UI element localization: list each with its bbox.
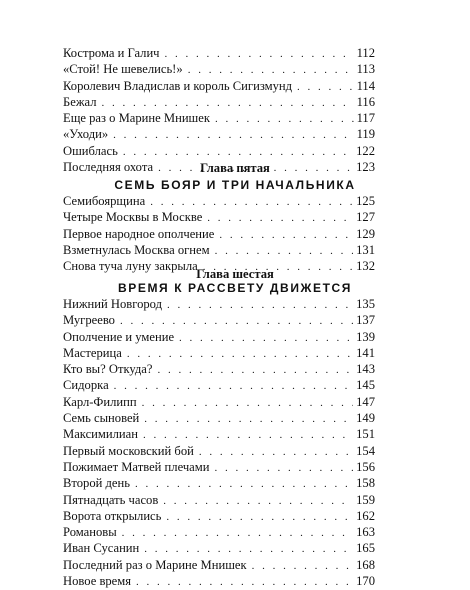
toc-entry-page: 125 <box>356 194 375 208</box>
toc-entry-title: Бежал <box>63 94 97 109</box>
leader-dots <box>150 194 353 210</box>
toc-section-3 <box>63 296 375 589</box>
leader-dots <box>142 395 353 411</box>
toc-entry <box>63 242 375 258</box>
chapter-label: Глава пятая <box>200 161 270 175</box>
toc-entry-title: Последняя охота <box>63 160 154 175</box>
toc-entry-page: 122 <box>356 143 375 158</box>
toc-entry-title: Семь сыновей <box>63 411 140 426</box>
toc-entry-title: Последний раз о Марине Мнишек <box>63 557 247 572</box>
toc-entry <box>63 329 375 345</box>
toc-entry <box>63 540 375 556</box>
leader-dots <box>157 362 353 378</box>
toc-entry <box>63 361 375 377</box>
toc-section-2 <box>63 193 375 274</box>
toc-entry <box>63 573 375 589</box>
toc-entry-page: 139 <box>356 329 375 344</box>
toc-entry-page: 112 <box>356 46 375 60</box>
leader-dots <box>214 460 353 476</box>
leader-dots <box>120 313 353 329</box>
toc-entry-page: 162 <box>356 508 375 523</box>
toc-entry <box>63 426 375 442</box>
toc-entry-title: «Стой! Не шевелись!» <box>63 62 183 77</box>
leader-dots <box>166 509 353 525</box>
leader-dots <box>179 330 353 346</box>
toc-entry-title: Пятнадцать часов <box>63 492 159 507</box>
toc-entry-title: Нижний Новгород <box>63 297 163 311</box>
leader-dots <box>123 144 353 160</box>
leader-dots <box>102 95 354 111</box>
leader-dots <box>219 227 353 243</box>
toc-entry-title: Первый московский бой <box>63 443 194 458</box>
toc-entry-title: Мастерица <box>63 345 122 360</box>
toc-entry-page: 137 <box>356 313 375 328</box>
toc-entry-title: Романовы <box>63 525 117 540</box>
leader-dots <box>167 297 353 313</box>
toc-entry-title: Новое время <box>63 574 132 589</box>
toc-entry-title: «Уходи» <box>63 127 109 142</box>
toc-entry-page: 168 <box>356 557 375 572</box>
toc-entry <box>63 345 375 361</box>
toc-entry-page: 147 <box>356 394 375 409</box>
toc-entry-title: Кто вы? Откуда? <box>63 362 153 377</box>
toc-entry-page: 145 <box>356 378 375 393</box>
toc-entry <box>63 296 375 312</box>
toc-entry-page: 154 <box>356 443 375 458</box>
toc-entry-title: Ополчение и умение <box>63 329 175 344</box>
toc-entry-title: Второй день <box>63 476 130 491</box>
toc-entry <box>63 443 375 459</box>
toc-entry <box>63 492 375 508</box>
toc-entry <box>63 193 375 209</box>
leader-dots <box>144 411 353 427</box>
toc-entry-title: Сидорка <box>63 378 109 393</box>
toc-entry <box>63 94 375 110</box>
toc-entry-title: Четыре Москвы в Москве <box>63 210 203 225</box>
toc-entry-page: 113 <box>356 62 375 77</box>
toc-entry-title: Семибоярщина <box>63 194 146 208</box>
leader-dots <box>165 46 354 62</box>
toc-entry <box>63 475 375 491</box>
toc-entry-title: Пожимает Матвей плечами <box>63 459 210 474</box>
leader-dots <box>136 574 353 590</box>
toc-entry-page: 163 <box>356 525 375 540</box>
toc-entry <box>63 226 375 242</box>
leader-dots <box>163 493 353 509</box>
leader-dots <box>114 378 353 394</box>
toc-entry-title: Ошиблась <box>63 143 118 158</box>
toc-entry <box>63 312 375 328</box>
toc-entry <box>63 110 375 126</box>
leader-dots <box>143 427 353 443</box>
toc-entry-page: 159 <box>356 492 375 507</box>
toc-entry-page: 127 <box>356 210 375 225</box>
toc-entry <box>63 524 375 540</box>
leader-dots <box>252 558 353 574</box>
toc-entry-title: Мугреево <box>63 313 115 328</box>
toc-entry-page: 149 <box>356 411 375 426</box>
leader-dots <box>127 346 353 362</box>
toc-section-1 <box>63 45 375 175</box>
leader-dots <box>135 476 353 492</box>
toc-entry-page: 119 <box>356 127 375 142</box>
toc-entry-page: 151 <box>356 427 375 442</box>
toc-entry <box>63 143 375 159</box>
toc-entry <box>63 45 375 61</box>
leader-dots <box>297 79 354 95</box>
toc-entry-title: Королевич Владислав и король Сигизмунд <box>63 78 293 93</box>
toc-entry-page: 123 <box>356 160 375 175</box>
toc-entry-title: Карл-Филипп <box>63 394 137 409</box>
toc-entry <box>63 557 375 573</box>
toc-entry-page: 131 <box>356 242 375 257</box>
toc-entry <box>63 394 375 410</box>
toc-entry <box>63 377 375 393</box>
toc-entry-page: 143 <box>356 362 375 377</box>
toc-entry-page: 132 <box>356 259 375 274</box>
toc-entry-title: Первое народное ополчение <box>63 226 215 241</box>
toc-entry-page: 158 <box>356 476 375 491</box>
toc-entry-page: 129 <box>356 226 375 241</box>
leader-dots <box>113 127 353 143</box>
toc-entry <box>63 78 375 94</box>
toc-entry-page: 165 <box>356 541 375 556</box>
toc-entry-title: Взметнулась Москва огнем <box>63 242 210 257</box>
leader-dots <box>199 444 353 460</box>
toc-entry-title: Еще раз о Марине Мнишек <box>63 111 210 126</box>
toc-entry <box>63 459 375 475</box>
toc-entry-page: 170 <box>356 574 375 589</box>
toc-entry-page: 117 <box>356 111 375 126</box>
chapter-title: СЕМЬ БОЯР И ТРИ НАЧАЛЬНИКА <box>114 178 356 192</box>
chapter-label: Глава шестая <box>196 267 274 281</box>
toc-entry-title: Максимилиан <box>63 427 138 442</box>
leader-dots <box>215 243 354 259</box>
toc-entry-title: Ворота открылись <box>63 508 162 523</box>
toc-entry <box>63 508 375 524</box>
toc-entry <box>63 126 375 142</box>
leader-dots <box>188 62 354 78</box>
toc-entry-page: 156 <box>356 459 375 474</box>
toc-entry-title: Кострома и Галич <box>63 46 160 60</box>
leader-dots <box>144 541 353 557</box>
leader-dots <box>122 525 353 541</box>
leader-dots <box>207 210 353 226</box>
toc-entry-page: 114 <box>356 78 375 93</box>
toc-entry-page: 135 <box>356 297 375 311</box>
toc-entry <box>63 209 375 225</box>
toc-entry <box>63 410 375 426</box>
chapter-title: ВРЕМЯ К РАССВЕТУ ДВИЖЕТСЯ <box>117 281 353 295</box>
toc-entry-page: 141 <box>356 345 375 360</box>
toc-entry <box>63 61 375 77</box>
toc-entry-title: Снова туча луну закрыла <box>63 259 198 274</box>
leader-dots <box>215 111 354 127</box>
toc-entry-page: 116 <box>356 94 375 109</box>
toc-entry-title: Иван Сусанин <box>63 541 140 556</box>
